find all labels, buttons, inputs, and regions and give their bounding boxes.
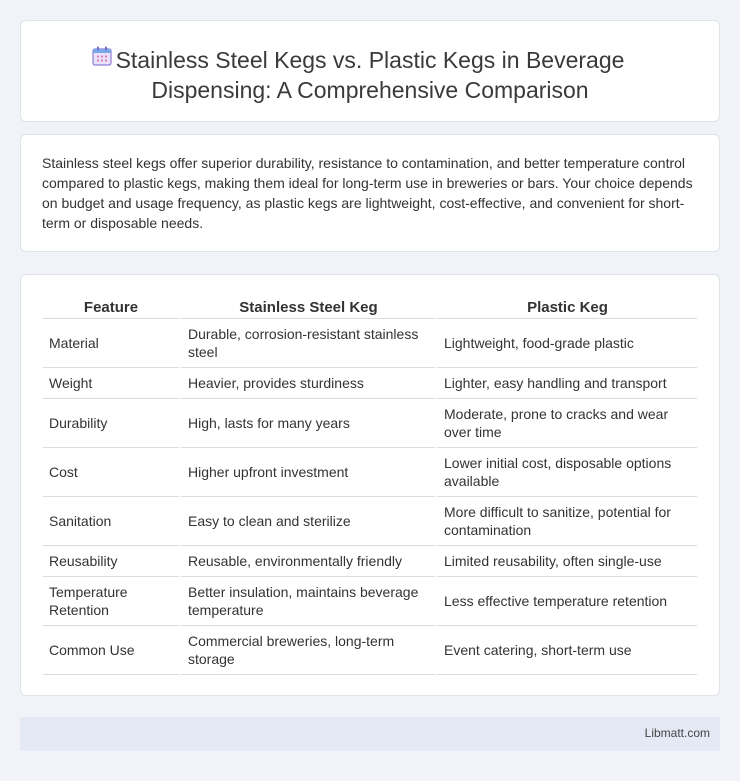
stainless-cell: Easy to clean and sterilize bbox=[179, 497, 435, 546]
table-row bbox=[43, 577, 697, 626]
comparison-card bbox=[20, 274, 720, 696]
stainless-cell: Commercial breweries, long-term storage bbox=[179, 626, 435, 675]
table-row bbox=[43, 368, 697, 399]
plastic-cell: Lower initial cost, disposable options available bbox=[435, 448, 697, 497]
stainless-cell: Better insulation, maintains beverage temperature bbox=[179, 577, 435, 626]
stainless-cell: Reusable, environmentally friendly bbox=[179, 546, 435, 577]
header-stainless-steel: Stainless Steel Keg bbox=[179, 297, 435, 319]
page-title: Stainless Steel Kegs vs. Plastic Kegs in Beverage Dispensing: A Comprehensive Comparison bbox=[115, 47, 625, 103]
feature-cell: Durability bbox=[43, 399, 179, 448]
feature-cell: Weight bbox=[43, 368, 179, 399]
table-row bbox=[43, 448, 697, 497]
plastic-cell: Limited reusability, often single-use bbox=[435, 546, 697, 577]
plastic-cell: Less effective temperature retention bbox=[435, 577, 697, 626]
footer bbox=[20, 717, 720, 751]
summary-text: Stainless steel kegs offer superior durability, resistance to contamination, and better temperature control compared to plastic kegs, making them ideal for long-term use in breweries or bars. Your choice depends on budget and usage frequency, as plastic kegs are lightweight, cost-effective, and convenient for short-term or disposable needs. bbox=[42, 155, 693, 231]
feature-cell: Material bbox=[43, 319, 179, 368]
header-feature: Feature bbox=[43, 297, 179, 319]
plastic-cell: More difficult to sanitize, potential for contamination bbox=[435, 497, 697, 546]
plastic-cell: Event catering, short-term use bbox=[435, 626, 697, 675]
stainless-cell: High, lasts for many years bbox=[179, 399, 435, 448]
title-card bbox=[20, 20, 720, 122]
table-row bbox=[43, 546, 697, 577]
table-header-row bbox=[43, 297, 697, 319]
plastic-cell: Lighter, easy handling and transport bbox=[435, 368, 697, 399]
plastic-cell: Moderate, prone to cracks and wear over time bbox=[435, 399, 697, 448]
feature-cell: Reusability bbox=[43, 546, 179, 577]
stainless-cell: Durable, corrosion-resistant stainless steel bbox=[179, 319, 435, 368]
stainless-cell: Higher upfront investment bbox=[179, 448, 435, 497]
stainless-cell: Heavier, provides sturdiness bbox=[179, 368, 435, 399]
table-row bbox=[43, 399, 697, 448]
summary-card bbox=[20, 134, 720, 252]
footer-brand-link[interactable]: Libmatt.com bbox=[644, 726, 710, 740]
table-row bbox=[43, 626, 697, 675]
feature-cell: Temperature Retention bbox=[43, 577, 179, 626]
table-row bbox=[43, 319, 697, 368]
feature-cell: Sanitation bbox=[43, 497, 179, 546]
table-row bbox=[43, 497, 697, 546]
plastic-cell: Lightweight, food-grade plastic bbox=[435, 319, 697, 368]
feature-cell: Cost bbox=[43, 448, 179, 497]
header-plastic: Plastic Keg bbox=[435, 297, 697, 319]
comparison-table bbox=[43, 297, 697, 675]
feature-cell: Common Use bbox=[43, 626, 179, 675]
